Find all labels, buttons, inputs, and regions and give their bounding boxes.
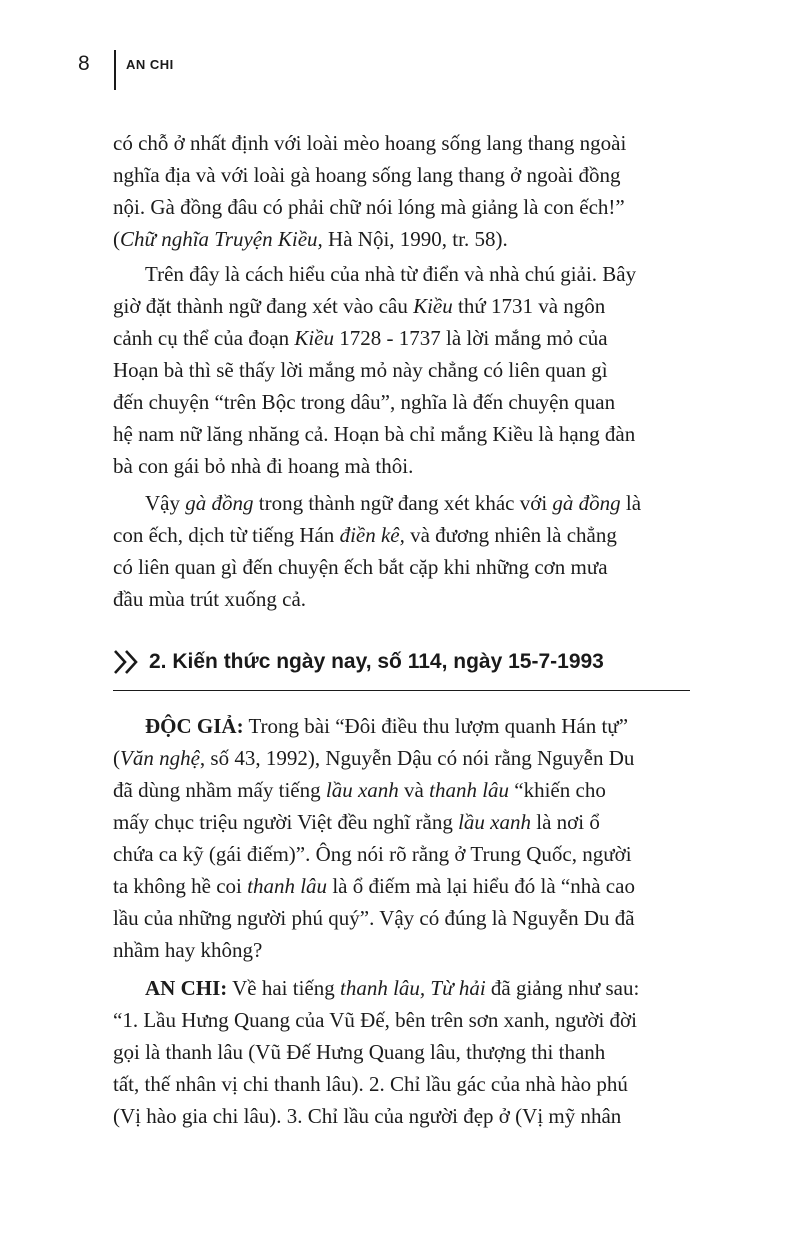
book-title: Chữ nghĩa Truyện Kiều, xyxy=(120,227,323,251)
text-line: nhầm hay không? xyxy=(113,938,263,962)
text-line: bà con gái bỏ nhà đi hoang mà thôi. xyxy=(113,454,414,478)
text-line: AN CHI: Về hai tiếng thanh lâu, Từ hải đã giảng như sau: xyxy=(145,976,640,1000)
header-divider xyxy=(114,50,116,90)
text-line: đến chuyện “trên Bộc trong dâu”, nghĩa là đến chuyện quan xyxy=(113,390,616,414)
text-line: Vậy gà đồng trong thành ngữ đang xét khác với gà đồng là xyxy=(145,491,642,515)
text-line: đầu mùa trút xuống cả. xyxy=(113,587,307,611)
text-line: “1. Lầu Hưng Quang của Vũ Đế, bên trên sơn xanh, người đời xyxy=(113,1008,637,1032)
text-line: hệ nam nữ lăng nhăng cả. Hoạn bà chỉ mắng Kiều là hạng đàn xyxy=(113,422,636,446)
text-line: mấy chục triệu người Việt đều nghĩ rằng lầu xanh là nơi ổ xyxy=(113,810,600,834)
text-line: đã dùng nhầm mấy tiếng lầu xanh và thanh lâu “khiến cho xyxy=(113,778,606,802)
text-line: tất, thế nhân vị chi thanh lâu). 2. Chỉ lầu gác của nhà hào phú xyxy=(113,1072,628,1096)
text-line: chứa ca kỹ (gái điếm)”. Ông nói rõ rằng ở Trung Quốc, người xyxy=(113,842,632,866)
paragraph-5 xyxy=(113,972,690,1132)
paragraph-1 xyxy=(113,127,690,255)
paragraph-4 xyxy=(113,710,690,966)
paragraph-2 xyxy=(113,258,690,482)
text-line: (Vị hào gia chi lâu). 3. Chỉ lầu của người đẹp ở (Vị mỹ nhân xyxy=(113,1104,622,1128)
text-line: con ếch, dịch từ tiếng Hán điền kê, và đương nhiên là chẳng xyxy=(113,523,617,547)
text-line: cảnh cụ thể của đoạn Kiều 1728 - 1737 là lời mắng mỏ của xyxy=(113,326,608,350)
text-line: Trên đây là cách hiểu của nhà từ điển và nhà chú giải. Bây xyxy=(145,262,637,286)
section-title: 2. Kiến thức ngày nay, số 114, ngày 15-7-1993 xyxy=(149,650,604,673)
text-line: nghĩa địa và với loài gà hoang sống lang thang ở ngoài đồng xyxy=(113,163,621,187)
text-line: nội. Gà đồng đâu có phải chữ nói lóng mà giảng là con ếch!” xyxy=(113,195,625,219)
section-heading xyxy=(113,645,690,691)
text-line: lầu của những người phú quý”. Vậy có đúng là Nguyễn Du đã xyxy=(113,906,635,930)
text-line: giờ đặt thành ngữ đang xét vào câu Kiều thứ 1731 và ngôn xyxy=(113,294,606,318)
text-line: (Văn nghệ, số 43, 1992), Nguyễn Dậu có nói rằng Nguyễn Du xyxy=(113,746,635,770)
paragraph-3 xyxy=(113,487,690,615)
text-line: có liên quan gì đến chuyện ếch bắt cặp khi những cơn mưa xyxy=(113,555,608,579)
text-line: ta không hề coi thanh lâu là ổ điếm mà lại hiểu đó là “nhà cao xyxy=(113,874,635,898)
text-line: ĐỘC GIẢ: Trong bài “Đôi điều thu lượm quanh Hán tự” xyxy=(145,714,629,738)
running-title: AN CHI xyxy=(126,57,174,72)
text-line: Hoạn bà thì sẽ thấy lời mắng mỏ này chẳng có liên quan gì xyxy=(113,358,608,382)
speaker-label: AN CHI: xyxy=(145,976,228,1000)
double-chevron-right-icon xyxy=(113,649,141,675)
speaker-label: ĐỘC GIẢ: xyxy=(145,714,244,738)
text-line: có chỗ ở nhất định với loài mèo hoang sống lang thang ngoài xyxy=(113,131,627,155)
text-line: gọi là thanh lâu (Vũ Đế Hưng Quang lâu, thượng thi thanh xyxy=(113,1040,606,1064)
text-line: (Chữ nghĩa Truyện Kiều, Hà Nội, 1990, tr. 58). xyxy=(113,227,508,251)
page-number: 8 xyxy=(78,52,90,75)
